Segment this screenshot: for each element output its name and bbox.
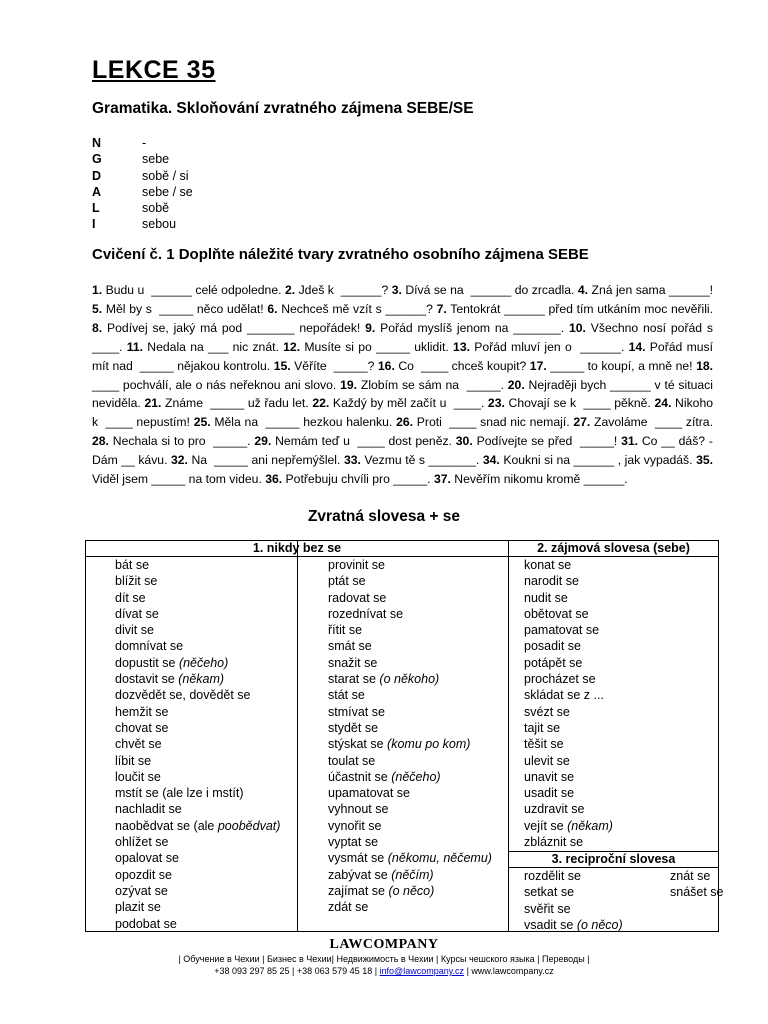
reciprocal-row [524, 901, 623, 917]
exercise-number: 29. [254, 434, 272, 449]
exercise-number: 27. [573, 415, 591, 430]
verb-text: loučit se [115, 769, 161, 784]
verb-item [328, 867, 492, 883]
verb-text: vyptat se [328, 835, 379, 850]
exercise-sentence: Pořád musí mít nad _____ nějakou kontrolu. [92, 339, 717, 373]
verb-text: vejít se [524, 818, 568, 833]
verb-item [115, 590, 280, 606]
footer-website: | www.lawcompany.cz [464, 966, 554, 976]
verb-text: stmívat se [328, 704, 385, 719]
exercise-number: 9. [365, 320, 376, 335]
exercise-number: 24. [654, 396, 672, 411]
verb-item [115, 916, 280, 932]
exercise-number: 35. [696, 453, 714, 468]
case-letter: N [92, 136, 102, 150]
verb-text: zdát se [328, 900, 369, 915]
verb-item [328, 736, 492, 752]
exercise-number: 22. [312, 396, 330, 411]
verb-text: nachladit se [115, 802, 182, 817]
case-letter: D [92, 168, 102, 183]
verb-text: upamatovat se [328, 786, 410, 801]
verbs-column-1 [86, 541, 297, 931]
page-title: LEKCE 35 [92, 56, 216, 84]
verb-item [328, 557, 492, 573]
verb-text: dopustit se [115, 655, 179, 670]
verb-text: bát se [115, 558, 150, 572]
verb-text: domnívat se [115, 639, 184, 654]
verb-text: skládat se z ... [524, 688, 604, 703]
exercise-sentence: Nemám teď u ____ dost peněz. [271, 434, 456, 449]
case-row [92, 151, 193, 167]
case-row [92, 216, 193, 232]
verb-note: (něčím) [391, 867, 434, 882]
exercise-sentence: _____ to koupí, a mně ne! [546, 358, 697, 373]
verb-item [115, 769, 280, 785]
case-row [92, 200, 193, 216]
verb-item [115, 850, 280, 866]
verb-item [524, 769, 613, 785]
exercise-number: 14. [628, 339, 646, 354]
verb-item [524, 720, 613, 736]
verb-text: provinit se [328, 558, 385, 572]
verb-text: mstít se (ale lze i mstít) [115, 786, 244, 801]
exercise-sentence: Pořád myslíš jenom na _______. [375, 320, 569, 335]
verb-item [115, 883, 280, 899]
verb-item [524, 753, 613, 769]
exercise-number: 36. [265, 472, 283, 487]
verb-text: vysmát se [328, 851, 388, 866]
verbs-table [85, 540, 724, 932]
exercise-sentence: Na _____ ani nepřemýšlel. [187, 453, 344, 468]
verb-text: ohlížet se [115, 835, 169, 850]
case-letter: A [92, 184, 102, 199]
exercise-text [92, 281, 717, 489]
verb-text: svézt se [524, 704, 570, 719]
exercise-number: 34. [482, 453, 500, 468]
exercise-number: 7. [436, 301, 447, 316]
verb-item [328, 834, 492, 850]
verb-text: chovat se [115, 720, 169, 735]
case-table [92, 135, 193, 233]
verb-text: obětovat se [524, 606, 589, 621]
header-reciprocal-verbs: 3. reciproční slovesa [509, 851, 718, 868]
exercise-number: 13. [453, 339, 470, 354]
verb-item [524, 622, 613, 638]
verb-text: účastnit se [328, 769, 392, 784]
verb-text: řítit se [328, 623, 363, 638]
reciprocal-verb: znát se [670, 869, 711, 883]
verb-item [115, 687, 280, 703]
verb-text: tajit se [524, 720, 561, 735]
verb-text: starat se [328, 672, 380, 687]
verb-item [115, 557, 280, 573]
verbs-column-2 [297, 541, 509, 931]
verb-item [328, 671, 492, 687]
exercise-number: 32. [171, 453, 188, 468]
exercise-number: 37. [433, 472, 451, 487]
exercise-number: 4. [577, 283, 589, 297]
exercise-sentence: Podívejte se před _____! [472, 434, 622, 449]
exercise-number: 12. [283, 339, 301, 354]
exercise-sentence: Co ____ chceš koupit? [394, 358, 530, 373]
verb-item [524, 655, 613, 671]
header-never-without-se: 1. nikdy bez se [86, 541, 508, 557]
verb-item [115, 704, 280, 720]
case-form: sobě [142, 201, 170, 216]
exercise-sentence: Koukni si na ______ , jak vypadáš. [499, 453, 697, 468]
case-letter: I [92, 217, 96, 232]
exercise-number: 10. [568, 320, 586, 335]
exercise-sentence: Zná jen sama ______! [588, 283, 717, 297]
footer [0, 937, 768, 977]
exercise-number: 30. [455, 434, 473, 449]
verb-item [328, 590, 492, 606]
verb-note: (něčeho) [178, 655, 229, 670]
exercise-number: 23. [487, 396, 505, 411]
verb-text: stýskat se [328, 737, 388, 752]
verb-item [115, 818, 280, 834]
verb-text: podobat se [115, 916, 177, 931]
email-link[interactable]: info@lawcompany.cz [379, 966, 465, 976]
verb-item [328, 818, 492, 834]
reciprocal-verb: svěřit se [524, 901, 571, 916]
verb-note: (o něco) [388, 883, 435, 898]
verb-item [328, 573, 492, 589]
verbs-column-3 [508, 541, 724, 932]
verb-item [524, 834, 613, 850]
verb-item [328, 704, 492, 720]
footer-services: | Обучение в Чехии | Бизнес в Чехии| Недвижимость в Чехии | Курсы чешского языка | Переводы | [178, 954, 590, 964]
exercise-sentence: Co __ dáš? - Dám __ kávu. [92, 434, 717, 468]
verb-item [524, 818, 613, 834]
verb-text: snažit se [328, 655, 378, 670]
verb-note: poobědvat) [217, 818, 281, 833]
exercise-number: 28. [92, 434, 109, 449]
verb-note: (o někoho) [379, 672, 440, 687]
exercise-sentence: Musíte si po _____ uklidit. [300, 339, 454, 354]
verb-note: (něčeho) [391, 769, 441, 784]
exercise-number: 11. [126, 339, 144, 354]
exercise-sentence: Nedala na ___ nic znát. [143, 339, 284, 354]
verb-item [524, 687, 613, 703]
verb-item [115, 622, 280, 638]
verb-text: dozvědět se, dovědět se [115, 688, 251, 703]
verb-item [115, 671, 280, 687]
exercise-number: 26. [396, 415, 414, 430]
exercise-sentence: Nechceš mě vzít s ______? [277, 301, 437, 316]
verb-item [524, 785, 613, 801]
verb-item [115, 638, 280, 654]
verb-text: naobědvat se (ale [115, 818, 218, 833]
verb-text: chvět se [115, 737, 162, 752]
verb-text: dostavit se [115, 672, 179, 687]
exercise-sentence: Věříte _____? [290, 358, 378, 373]
exercise-sentence: Zlobím se sám na _____. [357, 377, 508, 392]
verb-text: procházet se [524, 672, 596, 687]
exercise-sentence: Každý by měl začít u ____. [329, 396, 488, 411]
reciprocal-row [524, 917, 623, 933]
verb-text: dít se [115, 590, 146, 605]
verb-text: ptát se [328, 574, 366, 589]
verb-item [328, 899, 492, 915]
verb-text: unavit se [524, 769, 575, 784]
exercise-sentence: Měl by s _____ něco udělat! [102, 301, 268, 316]
exercise-sentence: Jdeš k ______? [295, 283, 392, 297]
header-interest-verbs: 2. zájmová slovesa (sebe) [508, 541, 718, 557]
verb-text: usadit se [524, 786, 575, 801]
exercise-sentence: Budu u ______ celé odpoledne. [102, 283, 285, 297]
verb-text: pamatovat se [524, 623, 600, 638]
exercise-number: 21. [144, 396, 162, 411]
exercise-sentence: Proti ____ snad nic nemají. [413, 415, 574, 430]
verb-text: konat se [524, 558, 572, 572]
verb-item [115, 834, 280, 850]
verb-text: plazit se [115, 900, 161, 915]
verb-text: radovat se [328, 590, 387, 605]
verb-item [328, 850, 492, 866]
verb-item [115, 867, 280, 883]
exercise-title: Cvičení č. 1 Doplňte náležité tvary zvratného osobního zájmena SEBE [92, 246, 589, 263]
verb-item [115, 655, 280, 671]
exercise-sentence: Dívá se na ______ do zrcadla. [401, 283, 578, 297]
verb-text: smát se [328, 639, 372, 654]
exercise-number: 17. [529, 358, 547, 373]
verb-item [328, 622, 492, 638]
verb-item [524, 590, 613, 606]
exercise-number: 3. [391, 283, 402, 297]
verb-item [524, 736, 613, 752]
verb-item [524, 638, 613, 654]
case-form: sebe / se [142, 184, 193, 199]
verb-text: nudit se [524, 590, 568, 605]
verb-item [328, 638, 492, 654]
verb-note: (komu po kom) [387, 737, 471, 752]
verb-text: líbit se [115, 753, 152, 768]
verb-item [115, 785, 280, 801]
brand-logo-text: LAWCOMPANY [329, 937, 439, 952]
verb-text: opozdit se [115, 867, 172, 882]
verb-text: ozývat se [115, 883, 168, 898]
exercise-sentence: Tentokrát ______ před tím utkáním moc nevěřili. [446, 301, 717, 316]
case-row [92, 135, 193, 151]
exercise-sentence: Vezmu tě s _______. [360, 453, 483, 468]
exercise-number: 1. [92, 283, 103, 297]
verbs-title: Zvratná slovesa + se [307, 508, 461, 525]
verb-item [524, 704, 613, 720]
verb-note: (někam) [178, 672, 225, 687]
verb-text: zabývat se [328, 867, 392, 882]
verb-item [115, 753, 280, 769]
exercise-sentence: Nejraději bych ______ v té situaci neviděla. [92, 377, 717, 411]
exercise-number: 18. [696, 358, 714, 373]
verb-text: narodit se [524, 574, 579, 589]
exercise-sentence: Zavoláme ____ zítra. [590, 415, 717, 430]
exercise-number: 20. [507, 377, 525, 392]
verb-item [328, 785, 492, 801]
verb-item [328, 606, 492, 622]
footer-contacts [0, 965, 768, 977]
verb-item [524, 801, 613, 817]
verb-item [115, 606, 280, 622]
verb-text: opalovat se [115, 851, 179, 866]
case-form: sebe [142, 152, 170, 167]
verb-item [115, 720, 280, 736]
verb-text: vynořit se [328, 818, 382, 833]
exercise-sentence: Podívej se, jaký má pod _______ nepořádek! [102, 320, 366, 335]
verb-text: uzdravit se [524, 802, 585, 817]
case-row [92, 168, 193, 184]
verb-text: ulevit se [524, 753, 570, 768]
exercise-sentence: Měla na _____ hezkou halenku. [210, 415, 397, 430]
exercise-number: 15. [273, 358, 291, 373]
verb-item [328, 753, 492, 769]
verb-text: stát se [328, 688, 365, 703]
exercise-sentence: Nikoho k ____ nepustím! [92, 396, 717, 430]
verb-text: hemžit se [115, 704, 169, 719]
exercise-number: 2. [284, 283, 296, 297]
verb-item [524, 671, 613, 687]
verb-text: dívat se [115, 606, 159, 621]
grammar-title: Gramatika. Skloňování zvratného zájmena SEBE/SE [92, 100, 474, 117]
exercise-sentence: Chovají se k ____ pěkně. [504, 396, 655, 411]
reciprocal-verb: snášet se [670, 885, 724, 900]
verb-text: toulat se [328, 753, 376, 768]
case-letter: G [92, 152, 102, 167]
verb-item [524, 573, 613, 589]
verb-text: blížit se [115, 574, 158, 589]
reciprocal-verb: vsadit se [524, 917, 577, 932]
exercise-number: 6. [267, 301, 278, 316]
verb-item [115, 899, 280, 915]
verb-item [328, 720, 492, 736]
reciprocal-row [524, 884, 724, 900]
exercise-number: 5. [92, 301, 103, 316]
exercise-sentence: ____ pochválí, ale o nás neřeknou ani slovo. [92, 358, 717, 392]
reciprocal-verb: rozdělit se [524, 869, 581, 883]
exercise-sentence: Známe _____ už řadu let. [161, 396, 313, 411]
case-form: - [142, 136, 147, 150]
verb-text: potápět se [524, 655, 583, 670]
verb-text: zajímat se [328, 883, 389, 898]
exercise-sentence: Viděl jsem _____ na tom videu. [92, 453, 717, 487]
exercise-number: 33. [343, 453, 361, 468]
verb-note: (někam) [567, 818, 613, 833]
exercise-number: 25. [193, 415, 211, 430]
footer-phones: +38 093 297 85 25 | +38 063 579 45 18 | [214, 966, 380, 976]
verb-text: zbláznit se [524, 835, 584, 850]
exercise-sentence: Nechala si to pro _____. [108, 434, 255, 449]
verb-item [115, 801, 280, 817]
verb-text: těšit se [524, 737, 564, 752]
exercise-sentence: Nevěřím nikomu kromě ______. [450, 472, 628, 487]
verb-item [524, 557, 613, 573]
verb-text: vyhnout se [328, 802, 389, 817]
verb-item [115, 736, 280, 752]
verb-note: (o něco) [576, 917, 623, 932]
case-letter: L [92, 201, 100, 216]
verb-item [328, 769, 492, 785]
verb-text: divit se [115, 623, 154, 638]
exercise-sentence: Potřebuju chvíli pro _____. [282, 472, 434, 487]
case-row [92, 184, 193, 200]
case-form: sebou [142, 217, 177, 232]
verb-item [328, 687, 492, 703]
reciprocal-row [524, 868, 711, 884]
verb-text: rozednívat se [328, 606, 404, 621]
verb-text: stydět se [328, 720, 379, 735]
verb-item [328, 883, 492, 899]
verb-item [115, 573, 280, 589]
exercise-number: 19. [340, 377, 358, 392]
exercise-sentence: Všechno nosí pořád s ____. [92, 320, 717, 354]
verb-item [328, 801, 492, 817]
exercise-number: 31. [621, 434, 639, 449]
exercise-sentence: Pořád mluví jen o ______. [470, 339, 629, 354]
reciprocal-verb: setkat se [524, 885, 575, 900]
verb-note: (někomu, něčemu) [387, 851, 492, 866]
verb-text: posadit se [524, 639, 581, 654]
exercise-number: 16. [377, 358, 395, 373]
case-form: sobě / si [142, 168, 189, 183]
verb-item [524, 606, 613, 622]
exercise-number: 8. [92, 320, 103, 335]
verb-item [328, 655, 492, 671]
